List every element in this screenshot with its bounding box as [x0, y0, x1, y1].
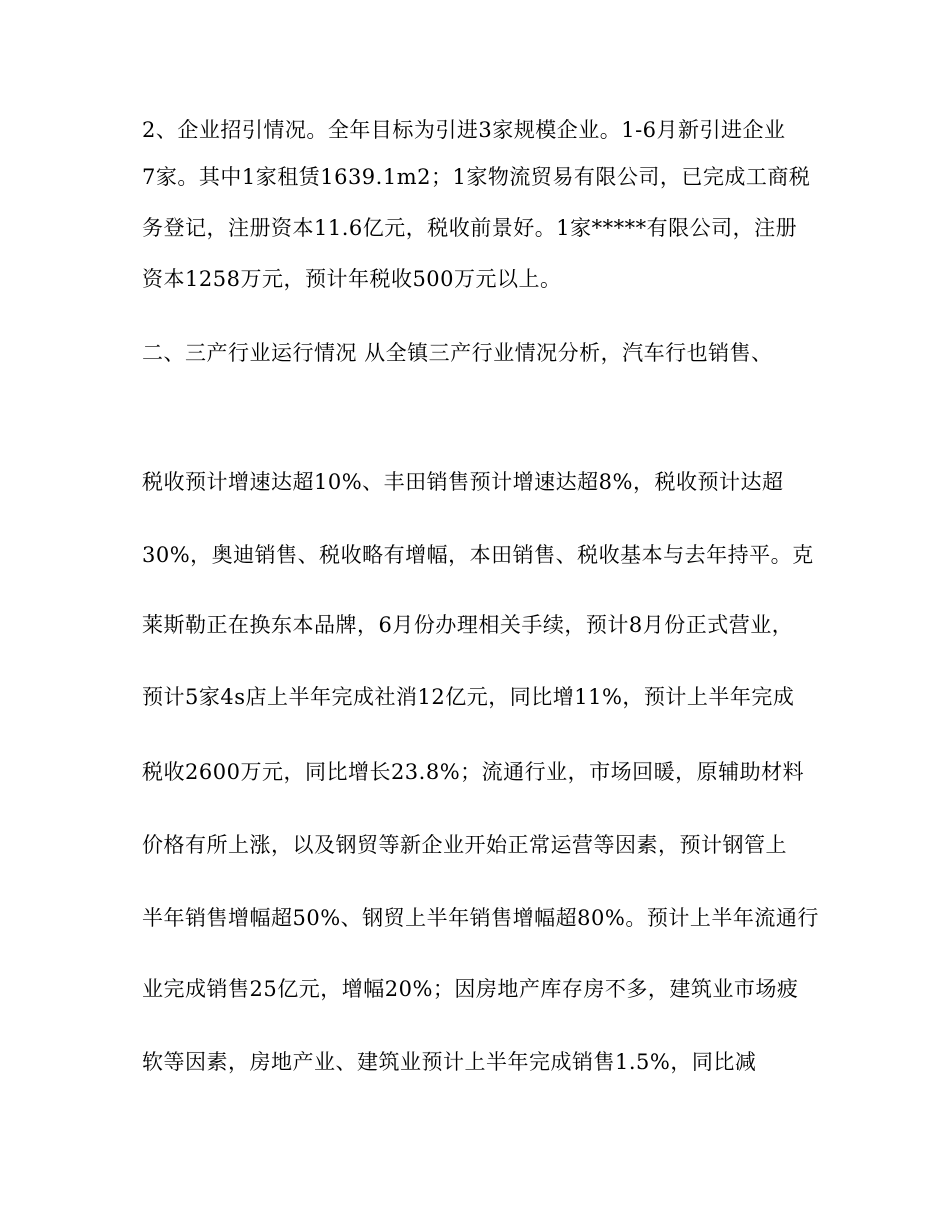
text-line: 资本1258万元，预计年税收500万元以上。 — [142, 267, 562, 291]
text-line: 30%，奥迪销售、税收略有增幅，本田销售、税收基本与去年持平。克 — [142, 543, 814, 567]
text-line: 税收预计增速达超10%、丰田销售预计增速达超8%，税收预计达超 — [142, 470, 784, 494]
text-line: 半年销售增幅超50%、钢贸上半年销售增幅超80%。预计上半年流通行 — [142, 906, 819, 930]
text-line: 7家。其中1家租赁1639.1m2；1家物流贸易有限公司，已完成工商税 — [142, 165, 811, 189]
text-line: 价格有所上涨，以及钢贸等新企业开始正常运营等因素，预计钢管上 — [142, 833, 787, 857]
text-line: 业完成销售25亿元，增幅20%；因房地产库存房不多，建筑业市场疲 — [142, 977, 799, 1001]
text-line: 莱斯勒正在换东本品牌，6月份办理相关手续，预计8月份正式营业， — [142, 613, 794, 637]
text-line: 2、企业招引情况。全年目标为引进3家规模企业。1-6月新引进企业 — [142, 118, 786, 142]
text-line: 税收2600万元，同比增长23.8%；流通行业，市场回暖，原辅助材料 — [142, 760, 805, 784]
text-line: 二、三产行业运行情况 从全镇三产行业情况分析，汽车行也销售、 — [142, 341, 773, 365]
text-line: 预计5家4s店上半年完成社消12亿元，同比增11%，预计上半年完成 — [142, 685, 795, 709]
text-line: 务登记，注册资本11.6亿元，税收前景好。1家*****有限公司，注册 — [142, 216, 798, 240]
text-line: 软等因素，房地产业、建筑业预计上半年完成销售1.5%，同比减 — [142, 1050, 757, 1074]
